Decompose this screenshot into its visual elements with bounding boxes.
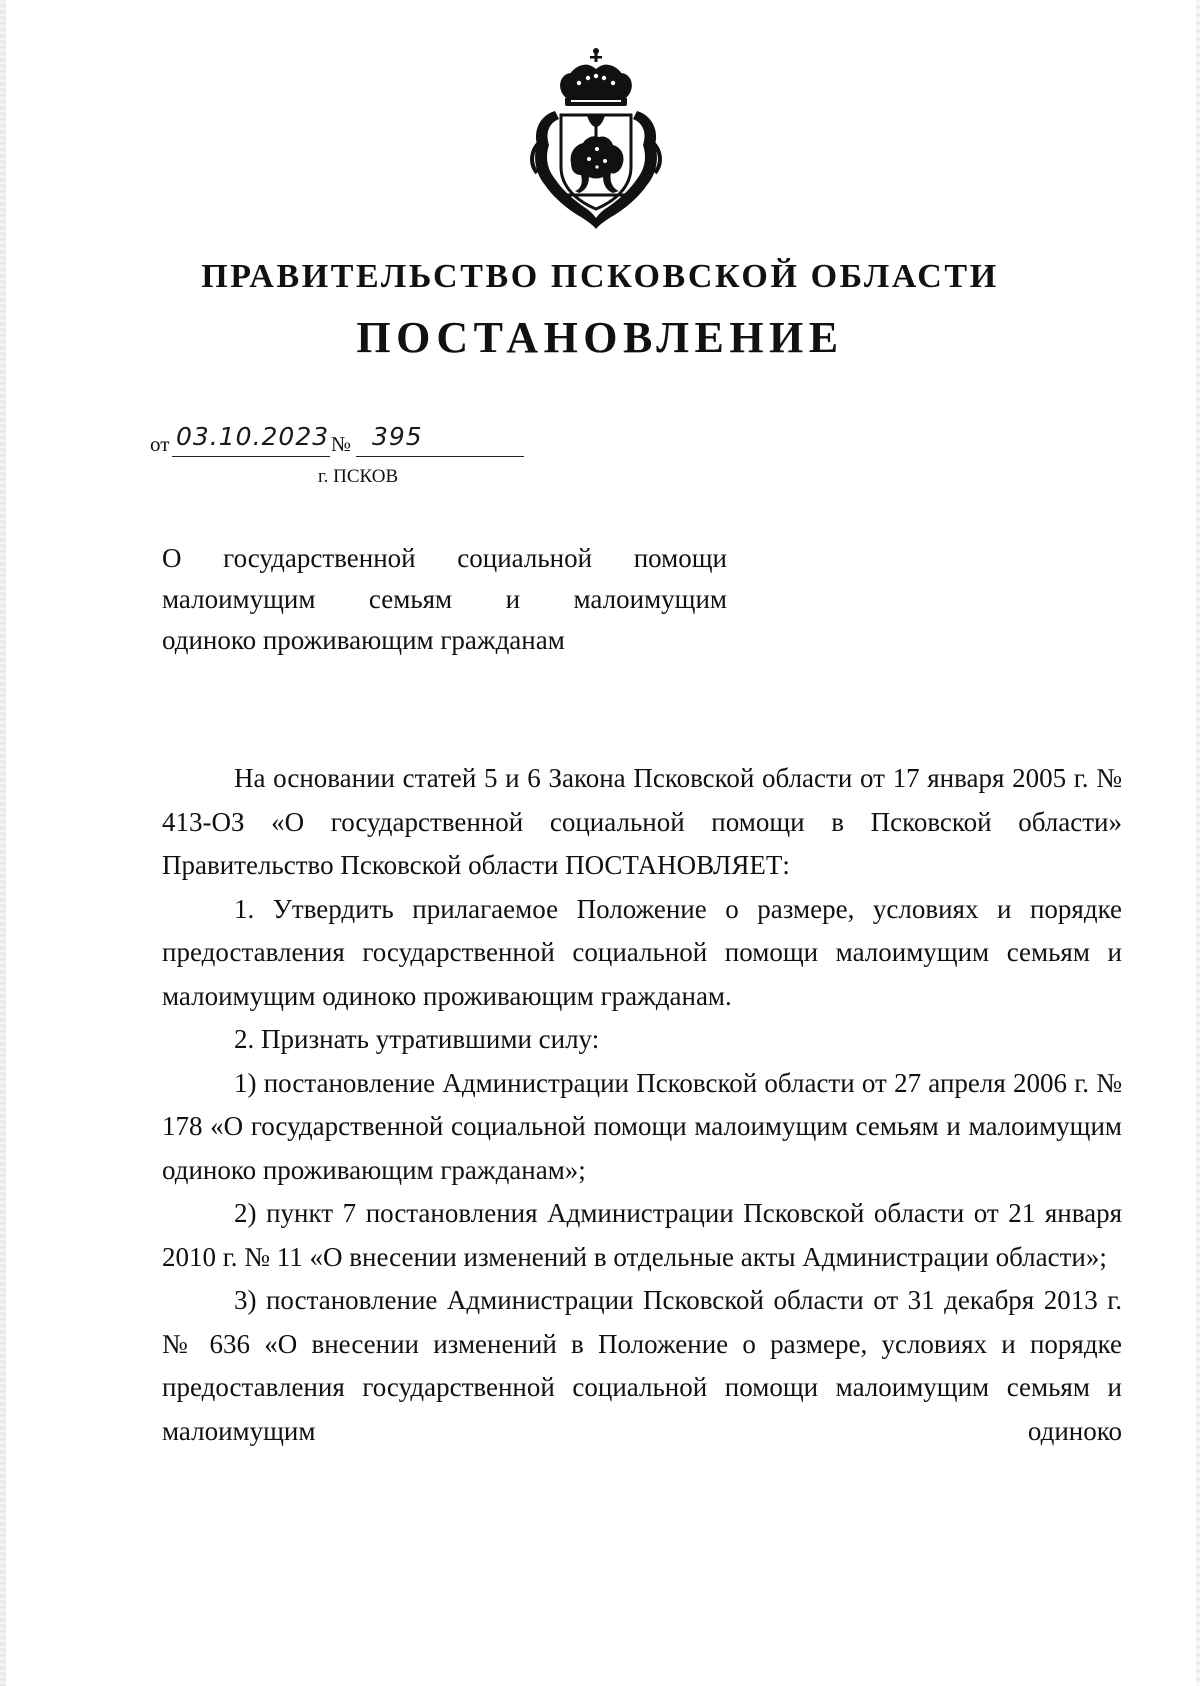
number-underline bbox=[356, 456, 524, 457]
subject-line: О государственной социальной помощи bbox=[162, 543, 727, 573]
city-label: г. ПСКОВ bbox=[318, 466, 399, 487]
scan-edge-right bbox=[1196, 0, 1200, 1686]
registration-line bbox=[150, 422, 530, 460]
handwritten-date: 03.10.2023 bbox=[176, 422, 330, 451]
preamble-paragraph: На основании статей 5 и 6 Закона Псковской области от 17 января 2005 г. № 413-ОЗ «О государственной социальной помощи в Псковской области» Правительство Псковской области ПОСТАНОВЛЯЕТ: bbox=[162, 763, 1122, 880]
handwritten-number: 395 bbox=[372, 422, 423, 451]
subitem-1-paragraph: 1) постановление Администрации Псковской области от 27 апреля 2006 г. № 178 «О государственной социальной помощи малоимущим семьям и малоимущим одиноко проживающим гражданам»; bbox=[162, 1067, 1122, 1185]
document-subject bbox=[162, 538, 727, 661]
date-prefix: от bbox=[150, 432, 170, 456]
pskov-oblast-coat-of-arms-icon bbox=[527, 45, 665, 230]
item-1-paragraph: 1. Утвердить прилагаемое Положение о размере, условиях и порядке предоставления государственной социальной помощи малоимущим семьям и малоимущим одиноко проживающим гражданам. bbox=[162, 893, 1122, 1011]
number-prefix: № bbox=[331, 432, 352, 456]
organization-title: ПРАВИТЕЛЬСТВО ПСКОВСКОЙ ОБЛАСТИ bbox=[201, 258, 999, 295]
item-2-paragraph: 2. Признать утратившими силу: bbox=[234, 1024, 600, 1054]
subject-line: одиноко проживающим гражданам bbox=[162, 625, 565, 655]
document-type-title: ПОСТАНОВЛЕНИЕ bbox=[356, 313, 844, 362]
document-body bbox=[162, 757, 1122, 1453]
subject-line: малоимущим семьям и малоимущим bbox=[162, 584, 727, 614]
subitem-3-paragraph: 3) постановление Администрации Псковской области от 31 декабря 2013 г. № 636 «О внесении изменений в Положение о размере, условиях и порядке предоставления государственной социальной помощи малоимущим семьям и малоимущим одиноко bbox=[162, 1285, 1122, 1446]
subitem-2-paragraph: 2) пункт 7 постановления Администрации Псковской области от 21 января 2010 г. № 11 «О внесении изменений в отдельные акты Администрации области»; bbox=[162, 1198, 1122, 1272]
scan-edge-left bbox=[0, 0, 6, 1686]
date-underline bbox=[172, 456, 330, 457]
